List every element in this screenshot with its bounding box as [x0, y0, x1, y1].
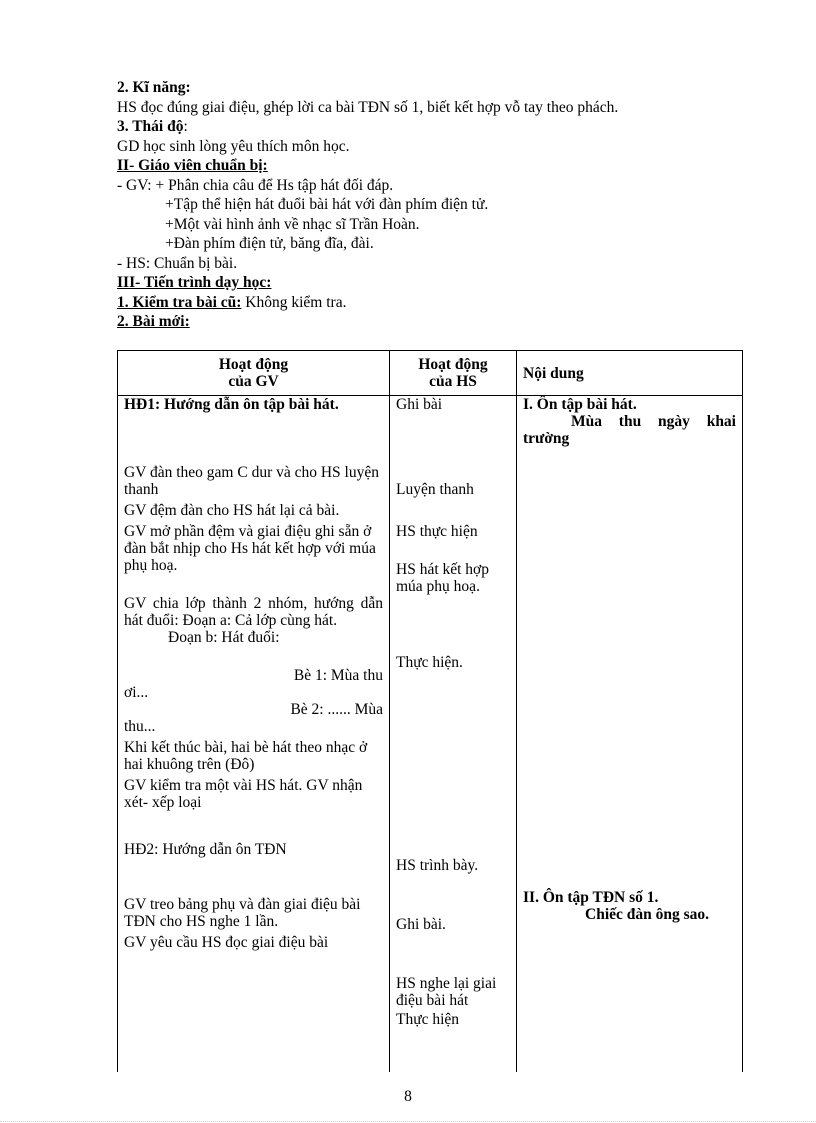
gv-prep-line-1: - GV: + Phân chia câu để Hs tập hát đối đáp.: [117, 176, 394, 194]
content-section-1-sub: Mùa thu ngày khai trường: [523, 413, 736, 447]
gv-prep-line-2: +Tập thể hiện hát đuổi bài hát với đàn phím điện tử.: [165, 196, 489, 213]
check-line: [117, 293, 757, 313]
page-number: 8: [404, 1088, 412, 1105]
attitude-text: GD học sinh lòng yêu thích môn học.: [117, 137, 350, 155]
gv-step-4: GV chia lớp thành 2 nhóm, hướng dẫn hát đuổi: Đoạn a: Cả lớp cùng hát.: [124, 595, 383, 629]
hs-step-7: Ghi bài.: [396, 916, 446, 933]
be-2-label: Bè 2: ...... Mùa: [290, 701, 383, 718]
hs-step-1: Ghi bài: [396, 396, 443, 413]
gv-step-2: GV đệm đàn cho HS hát lại cả bài.: [124, 502, 340, 519]
page-bottom-rule: [0, 1121, 816, 1122]
header-hs: Hoạt động của HS: [390, 351, 517, 396]
process-heading: III- Tiến trình dạy học:: [117, 274, 272, 291]
check-label: 1. Kiểm tra bài cũ:: [117, 293, 242, 311]
hs-step-9: Thực hiện: [396, 1011, 460, 1028]
gv-step-8: GV yêu cầu HS đọc giai điệu bài: [124, 934, 329, 951]
content-section-2-sub: Chiếc đàn ông sao.: [585, 906, 710, 923]
be-2-tail: thu...: [124, 718, 156, 735]
hd1-title: HĐ1: Hướng dẫn ôn tập bài hát.: [124, 396, 339, 413]
hs-prep-line: - HS: Chuẩn bị bài.: [117, 254, 238, 272]
check-text: Không kiểm tra.: [241, 293, 347, 311]
hs-step-2: Luyện thanh: [396, 481, 474, 498]
attitude-colon: :: [183, 118, 188, 135]
content-section-1-title: I. Ôn tập bài hát.: [523, 396, 637, 413]
gv-step-3: GV mở phần đệm và giai điệu ghi sẵn ở đàn bắt nhịp cho Hs hát kết hợp với múa phụ hoạ.: [124, 523, 376, 574]
be-1-tail: ơi...: [124, 684, 149, 701]
table-header-row: [118, 351, 743, 396]
hs-step-6: HS trình bày.: [396, 857, 479, 874]
header-content: Nội dung: [517, 351, 743, 396]
gv-step-4b: Đoạn b: Hát đuổi:: [168, 629, 280, 646]
prep-heading: II- Giáo viên chuẩn bị:: [117, 157, 268, 174]
attitude-line: [117, 117, 757, 137]
skill-text: HS đọc đúng giai điệu, ghép lời ca bài TĐN số 1, biết kết hợp vỗ tay theo phách.: [117, 98, 619, 116]
content-section-2-title: II. Ôn tập TĐN số 1.: [523, 889, 659, 906]
intro-section: [117, 78, 757, 332]
be-1-label: Bè 1: Mùa thu: [293, 667, 383, 684]
gv-prep-line-4: +Đàn phím điện tử, băng đĩa, đài.: [165, 235, 374, 252]
gv-step-5: Khi kết thúc bài, hai bè hát theo nhạc ở hai khuông trên (Đô): [124, 739, 368, 773]
hs-step-3: HS thực hiện: [396, 523, 478, 540]
gv-step-1: GV đàn theo gam C dur và cho HS luyện thanh: [124, 464, 379, 498]
hs-step-5: Thực hiện.: [396, 654, 463, 671]
hs-step-8: HS nghe lại giai điệu bài hát: [396, 975, 497, 1009]
hs-column: [390, 396, 517, 1072]
skill-heading: 2. Kĩ năng:: [117, 79, 191, 96]
gv-prep-line-3: +Một vài hình ảnh về nhạc sĩ Trần Hoàn.: [165, 215, 420, 233]
header-gv: Hoạt động của GV: [118, 351, 390, 396]
lesson-table: [117, 350, 743, 1072]
attitude-heading: 3. Thái độ: [117, 118, 184, 135]
hd2-title: HĐ2: Hướng dẫn ôn TĐN: [124, 841, 287, 858]
gv-column: [118, 396, 390, 1072]
hs-step-4: HS hát kết hợp múa phụ hoạ.: [396, 561, 490, 595]
content-column: [517, 396, 743, 1072]
table-row: [118, 396, 743, 1072]
gv-step-6: GV kiểm tra một vài HS hát. GV nhận xét- xếp loại: [124, 777, 363, 811]
new-lesson-heading: 2. Bài mới:: [117, 313, 190, 330]
gv-step-7: GV treo bảng phụ và đàn giai điệu bài TĐN cho HS nghe 1 lần.: [124, 896, 361, 930]
